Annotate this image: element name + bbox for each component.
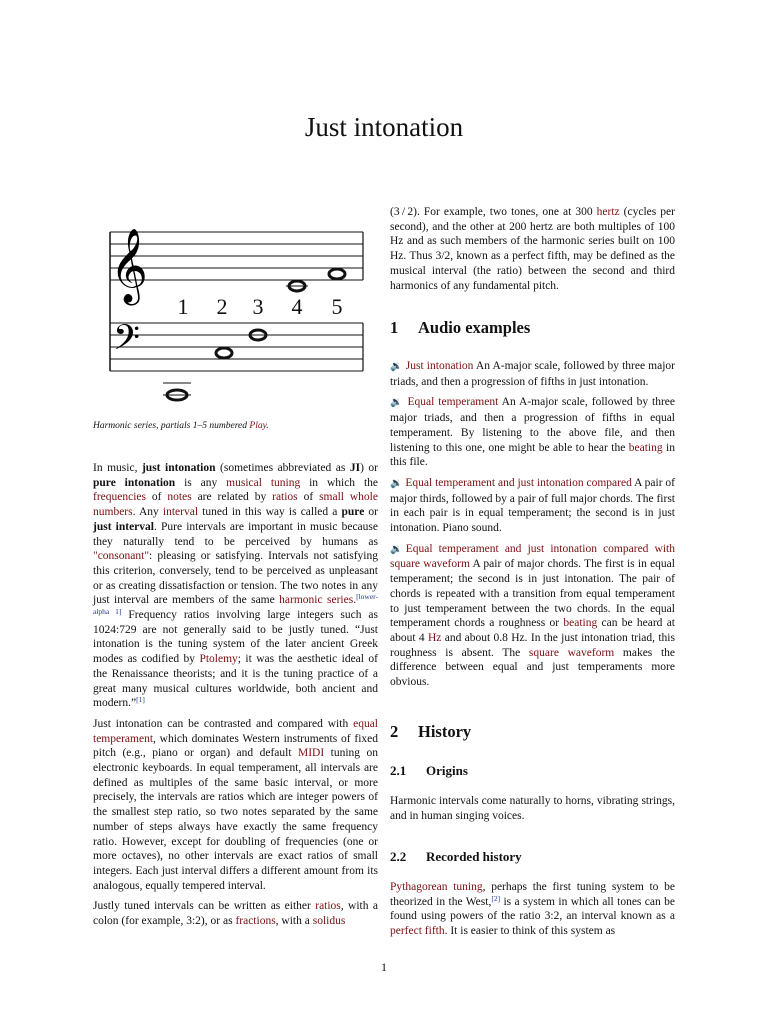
subsection-heading-recorded-history <box>390 850 522 865</box>
subsection-heading-origins <box>390 764 468 779</box>
inline-link[interactable]: Ptolemy <box>199 653 238 666</box>
audio-example-3: 🔉 Equal temperament and just intonation compared A pair of major thirds, followed by a pair of full major chords. The first in each pair is in equal temperament; the second is in just intonation. Piano sound. <box>390 476 676 535</box>
harmonic-series-score <box>93 205 378 415</box>
intro-paragraph-1: In music, just intonation (sometimes abbreviated as JI) or pure intonation is any musical tuning in which the frequencies of notes are related by ratios of small whole numbers. Any interval tuned in this way is called a pure or just interval. Pure intervals are important in music because they naturally tend to be perceived by humans as "consonant": pleasing or satisfying. Intervals not satisfying this criterion, conversely, tend to be perceived as unpleasant or as creating dissatisfaction or tension. The two notes in any just interval are members of the same harmonic series.[lower-alpha 1] Frequency ratios involving large integers such as 1024:729 are not generally said to be justly tuned. “Just intonation is the tuning system of the later ancient Greek modes as codified by Ptolemy; it was the aesthetic ideal of the Renaissance theorists; and it is the tuning practice of a great many musical cultures worldwide, both ancient and modern.”[1] <box>93 462 379 710</box>
speaker-icon[interactable]: 🔉 <box>390 397 404 409</box>
reference-link[interactable]: [2] <box>491 893 501 903</box>
page-title: Just intonation <box>304 112 464 142</box>
section-title: History <box>418 722 472 741</box>
inline-link[interactable]: interval <box>162 506 199 519</box>
inline-link[interactable]: notes <box>167 491 192 504</box>
section-number: 1 <box>390 318 399 337</box>
partial-number-3: 3 <box>252 294 264 319</box>
partial-number-4: 4 <box>291 294 303 319</box>
subsection-title: Origins <box>426 763 468 778</box>
inline-link[interactable]: square waveform <box>528 646 615 659</box>
left-column <box>93 205 379 928</box>
inline-link[interactable]: ratios <box>315 900 341 913</box>
subsection-number: 2.2 <box>390 849 407 864</box>
caption-end: . <box>266 421 269 431</box>
inline-link[interactable]: musical tuning <box>226 476 301 489</box>
audio-example-4: 🔉Equal temperament and just intonation compared with square waveform A pair of major chords. The first is in equal temperament; the second is in just intonation. The pair of chords is repeated with a transition from equal temperament to just temperament between the two chords. In the equal temperament chords a roughness or beating can be heard at about 4 Hz and about 0.8 Hz. In the just intonation triad, this roughness is absent. The square waveform makes the difference between equal and just temperaments more obvious. <box>390 542 676 689</box>
partial-number-2: 2 <box>216 294 228 319</box>
bold-term: just intonation <box>141 462 216 474</box>
bold-term: JI <box>349 462 361 474</box>
inline-link[interactable]: equal temperament <box>93 717 378 745</box>
intro-paragraph-3-continued: (3 / 2). For example, two tones, one at 300 hertz (cycles per second), and the other at 200 hertz are both multiples of 100 Hz and as such members of the harmonic series built on 100 Hz. Thus 3/2, known as a perfect fifth, may be defined as the musical interval (the ratio) between the second and third harmonics of any fundamental pitch. <box>390 206 675 292</box>
audio-example-1: 🔉 Just intonation An A-major scale, followed by three major triads, and then a progression of fifths in just intonation. <box>390 360 675 388</box>
recorded-history-paragraph: Pythagorean tuning, perhaps the first tuning system to be theorized in the West,[2] is a system in which all tones can be found using powers of the ratio 3:2, an interval known as a perfect fifth. It is easier to think of this system as <box>390 881 676 938</box>
reference-link[interactable]: [lower-alpha 1] <box>93 592 378 617</box>
inline-link[interactable]: Just intonation <box>405 360 474 372</box>
inline-link[interactable]: harmonic series <box>279 594 354 607</box>
inline-link[interactable]: frequencies <box>93 491 146 504</box>
inline-link[interactable]: beating <box>563 617 598 630</box>
bold-term: just interval <box>93 520 154 533</box>
whole-note-partial-5 <box>329 269 345 279</box>
speaker-icon[interactable]: 🔉 <box>390 543 406 555</box>
intro-paragraph-2: Just intonation can be contrasted and compared with equal temperament, which dominates Western instruments of fixed pitch (e.g., piano or organ) and default MIDI tuning on electronic keyboards. In equal temperament, all intervals are defined as multiples of the same basic interval, or more precisely, the intervals are ratios which are integer powers of the smallest step ratio, so two notes separated by the same number of steps always have exactly the same frequency ratio. However, except for doubling of frequencies (one or more octaves), no other intervals are exact ratios of small integers. Each just interval differs a different amount from its analogous, equally tempered interval. <box>93 717 378 892</box>
inline-link[interactable]: beating <box>628 441 663 454</box>
page-number: 1 <box>381 960 387 974</box>
inline-link[interactable]: fractions <box>235 915 276 928</box>
play-link[interactable]: Play <box>249 421 267 431</box>
inline-link[interactable]: Equal temperament <box>407 396 499 409</box>
inline-link[interactable]: Pythagorean tuning <box>390 881 483 893</box>
bass-clef-icon: 𝄢 <box>113 317 141 366</box>
whole-note-partial-2 <box>216 348 232 358</box>
reference-link[interactable]: [1] <box>136 695 145 705</box>
bold-term: pure <box>341 506 365 519</box>
partial-number-5: 5 <box>331 294 343 319</box>
inline-link[interactable]: ratios <box>272 491 298 504</box>
inline-link[interactable]: Equal temperament and just intonation compared with square waveform <box>390 542 675 571</box>
inline-link[interactable]: perfect fifth <box>390 925 445 938</box>
inline-link[interactable]: small whole numbers <box>93 491 378 519</box>
subsection-title: Recorded history <box>426 849 522 864</box>
intro-paragraph-3: Justly tuned intervals can be written as either ratios, with a colon (for example, 3:2), or as fractions, with a solidus <box>93 900 378 928</box>
section-heading-audio-examples <box>390 318 531 337</box>
right-column <box>390 205 675 945</box>
inline-link[interactable]: hertz <box>596 206 620 218</box>
origins-paragraph: Harmonic intervals come naturally to horns, vibrating strings, and in human singing voices. <box>390 795 675 822</box>
partial-number-1: 1 <box>177 294 189 319</box>
inline-link[interactable]: Hz <box>427 631 442 644</box>
figure-caption <box>93 420 269 432</box>
subsection-number: 2.1 <box>390 763 407 778</box>
section-number: 2 <box>390 722 399 741</box>
speaker-icon[interactable]: 🔉 <box>390 477 403 489</box>
section-heading-history <box>390 722 472 741</box>
caption-text: Harmonic series, partials 1–5 numbered <box>93 421 248 431</box>
audio-example-2: 🔉 Equal temperament An A-major scale, followed by three major triads, and then a progression of fifths in equal temperament. By listening to the above file, and then listening to this one, one might be able to hear the beating in this file. <box>390 396 676 469</box>
section-title: Audio examples <box>418 318 531 337</box>
inline-link[interactable]: solidus <box>312 915 346 928</box>
inline-link[interactable]: "consonant" <box>93 550 150 563</box>
speaker-icon[interactable]: 🔉 <box>390 361 403 372</box>
inline-link[interactable]: MIDI <box>297 747 325 760</box>
treble-clef-icon: 𝄞 <box>110 229 148 303</box>
bold-term: pure intonation <box>93 476 176 489</box>
inline-link[interactable]: Equal temperament and just intonation compared <box>405 476 632 489</box>
